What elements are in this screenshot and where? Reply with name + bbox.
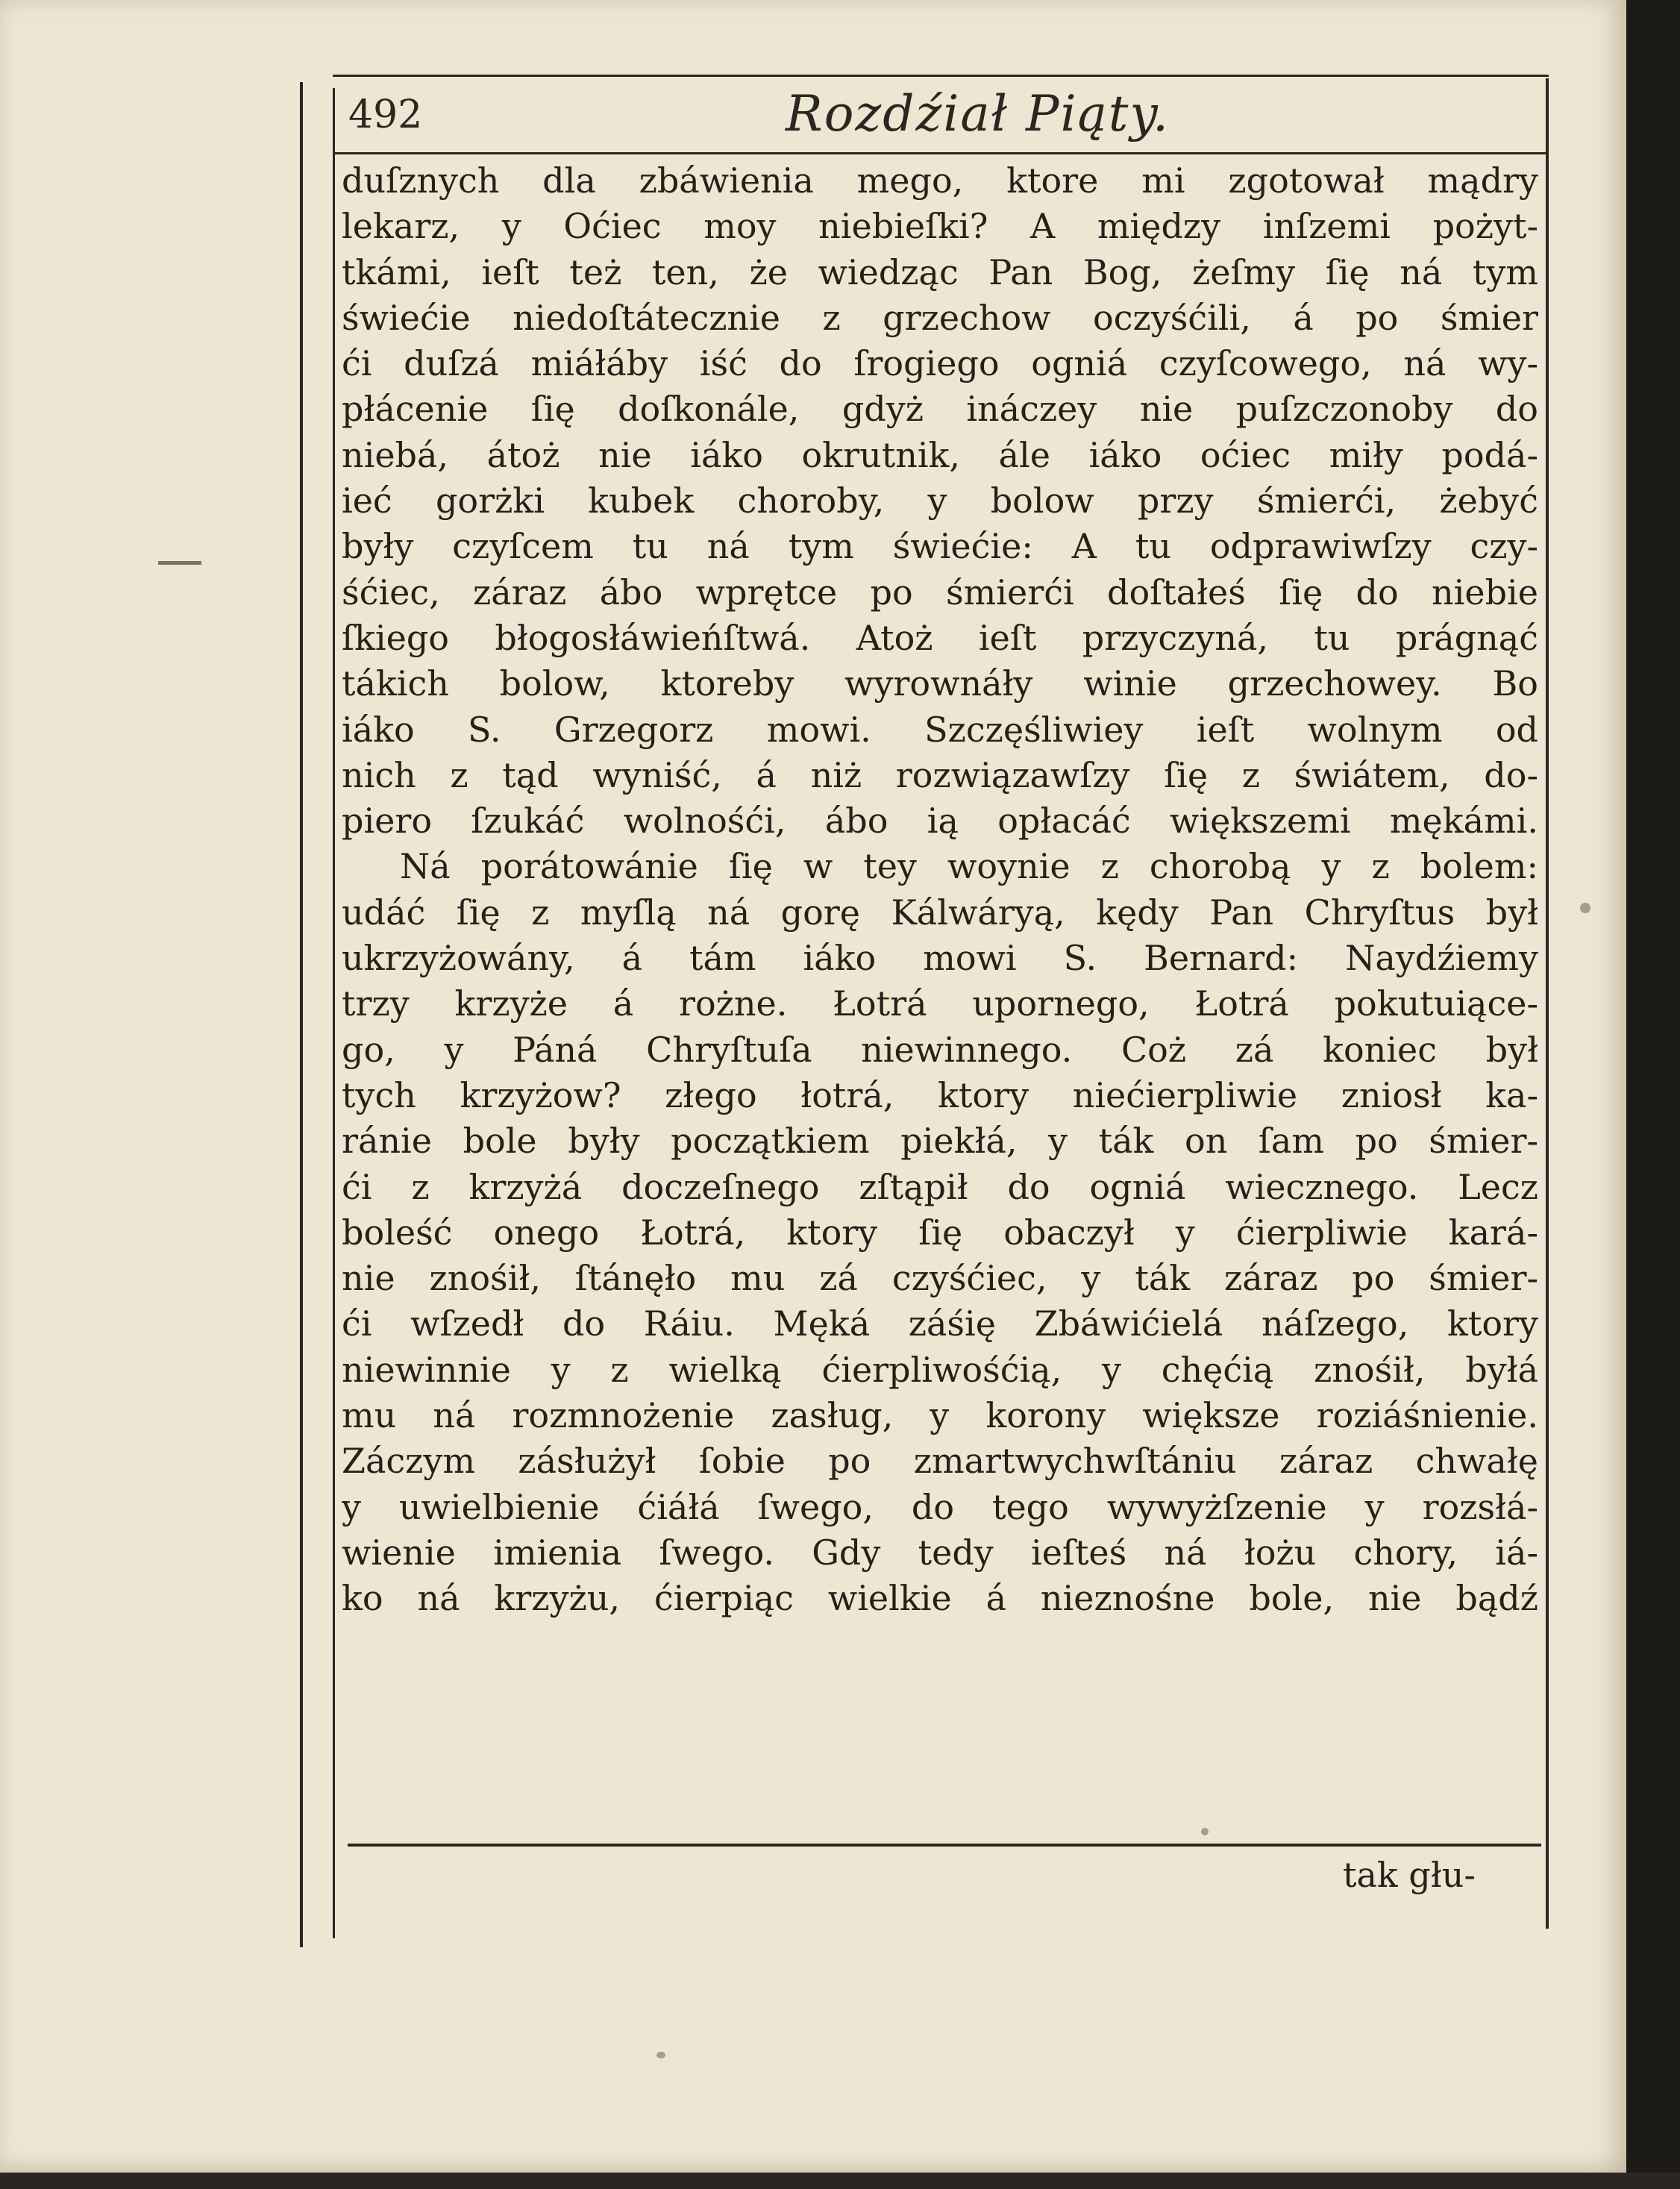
frame-top-rule [333, 75, 1549, 77]
header-rule [333, 152, 1549, 154]
text-line: boleść onego Łotrá, ktory ſię obaczył y ćierpliwie kará- [342, 1212, 1538, 1253]
text-line: ukrzyżowány, á tám iáko mowi S. Bernard: Naydźiemy [342, 938, 1538, 979]
text-line: tkámi, ieſt też ten, że wiedząc Pan Bog, żeſmy ſię ná tym [342, 251, 1538, 292]
text-line: były czyſcem tu ná tym świećie: A tu odprawiwſzy czy- [342, 526, 1538, 567]
text-line: wienie imienia ſwego. Gdy tedy ieſteś ná łożu chory, iá- [342, 1532, 1538, 1573]
paper-stain [656, 2052, 665, 2058]
text-line: niebá, átoż nie iáko okrutnik, ále iáko oćiec miły podá- [342, 434, 1538, 475]
text-line: tákich bolow, ktoreby wyrownáły winie grzechowey. Bo [342, 663, 1538, 704]
text-line: ránie bole były początkiem piekłá, y ták on ſam po śmier- [342, 1121, 1538, 1162]
catchword: tak głu- [1343, 1855, 1476, 1895]
frame-right-rule [1546, 78, 1549, 1929]
text-line: mu ná rozmnożenie zasług, y korony większe roziáśnienie. [342, 1395, 1538, 1436]
text-line: nie znośił, ſtánęło mu zá czyśćiec, y ták záraz po śmier- [342, 1258, 1538, 1299]
paper-stain [1201, 1828, 1209, 1835]
text-line: duſznych dla zbáwienia mego, ktore mi zgotował mądry [342, 160, 1538, 201]
frame-bottom-rule [348, 1844, 1541, 1847]
text-line: nich z tąd wyniść, á niż rozwiązawſzy ſię z świátem, do- [342, 754, 1538, 795]
text-line: trzy krzyże á rożne. Łotrá upornego, Łotrá pokutuiące- [342, 983, 1538, 1024]
text-line: ći z krzyżá doczeſnego zſtąpił do ogniá wiecznego. Lecz [342, 1166, 1538, 1207]
text-line: ći duſzá miáłáby iść do ſrogiego ogniá czyſcowego, ná wy- [342, 343, 1538, 384]
text-line: lekarz, y Oćiec moy niebieſki? A między inſzemi pożyt- [342, 206, 1538, 247]
chapter-title: Rozdźiał Piąty. [786, 85, 1170, 143]
paragraph-first-line: Ná porátowánie ſię w tey woynie z chorobą y z bolem: [400, 846, 1538, 887]
margin-mark [158, 561, 201, 565]
text-line: ći wſzedł do Ráiu. Męká záśię Zbáwićielá náſzego, ktory [342, 1303, 1538, 1344]
body-text [342, 158, 1538, 1622]
frame-inner-left-rule [333, 88, 335, 1938]
book-edge-shadow [1626, 0, 1680, 2189]
running-header [339, 82, 1533, 149]
text-line: go, y Páná Chryſtuſa niewinnego. Coż zá koniec był [342, 1029, 1538, 1070]
text-line: piero ſzukáć wolnośći, ábo ią opłacáć większemi mękámi. [342, 801, 1538, 842]
paper-stain [1580, 903, 1590, 913]
scan-bottom-edge [0, 2173, 1680, 2189]
text-line: Záczym zásłużył ſobie po zmartwychwſtániu záraz chwałę [342, 1441, 1538, 1482]
text-line: udáć ſię z myſlą ná gorę Kálwáryą, kędy Pan Chryſtus był [342, 892, 1538, 933]
text-line: ſkiego błogosłáwieńſtwá. Atoż ieſt przyczyná, tu prágnąć [342, 617, 1538, 658]
text-line: ko ná krzyżu, ćierpiąc wielkie á nieznośne bole, nie bądź [342, 1578, 1538, 1619]
page-number: 492 [348, 93, 423, 137]
text-line: ieć gorżki kubek choroby, y bolow przy śmierći, żebyć [342, 480, 1538, 522]
frame-outer-left-rule [300, 82, 303, 1947]
text-line: świećie niedoſtátecznie z grzechow oczyśćili, á po śmier [342, 297, 1538, 338]
text-line: y uwielbienie ćiáłá ſwego, do tego wywyżſzenie y rozsłá- [342, 1486, 1538, 1527]
text-line: iáko S. Grzegorz mowi. Szczęśliwiey ieſt wolnym od [342, 709, 1538, 750]
text-line: niewinnie y z wielką ćierpliwośćią, y chęćią znośił, byłá [342, 1349, 1538, 1390]
text-line: tych krzyżow? złego łotrá, ktory niećierpliwie zniosł ka- [342, 1074, 1538, 1115]
text-line: płácenie ſię doſkonále, gdyż ináczey nie puſzczonoby do [342, 389, 1538, 430]
text-line: śćiec, záraz ábo wprętce po śmierći doſtałeś ſię do niebie [342, 571, 1538, 613]
